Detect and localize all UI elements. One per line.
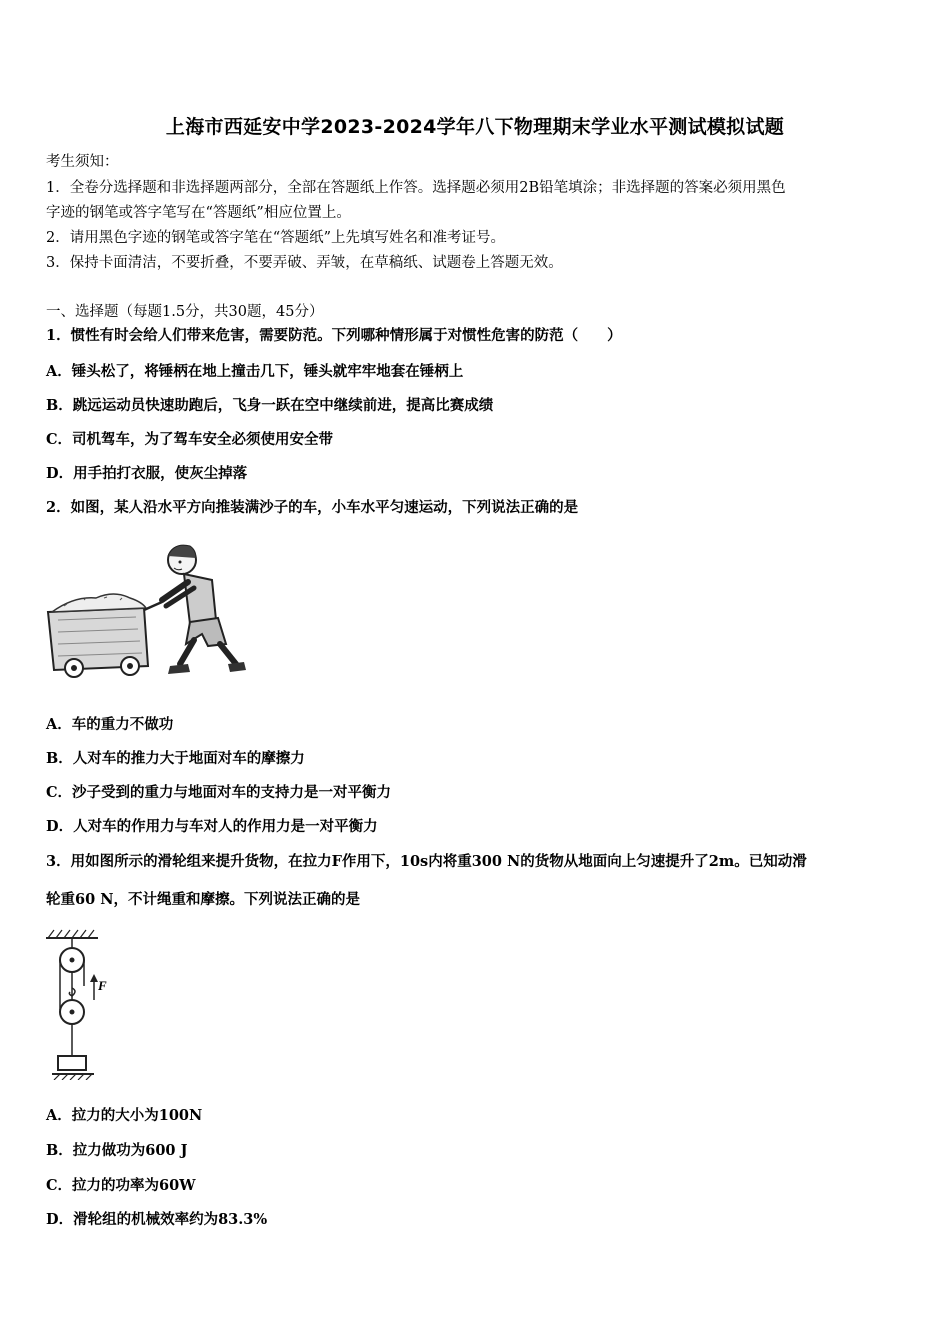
- notice-heading: 考生须知：: [46, 154, 119, 170]
- notice-item: 字迹的钢笔或答字笔写在“答题纸”相应位置上。: [46, 205, 351, 221]
- boy-pushing-cart-figure: [44, 540, 250, 682]
- notice-item: 2．请用黑色字迹的钢笔或答字笔在“答题纸”上先填写姓名和准考证号。: [46, 230, 506, 246]
- question-2-option-d: D．人对车的作用力与车对人的作用力是一对平衡力: [46, 818, 378, 835]
- question-2-option-a: A．车的重力不做功: [46, 716, 174, 733]
- question-1-option-c: C．司机驾车，为了驾车安全必须使用安全带: [46, 431, 334, 448]
- question-1-option-b: B．跳远运动员快速助跑后，飞身一跃在空中继续前进，提高比赛成绩: [46, 397, 494, 414]
- question-1-stem: 1．惯性有时会给人们带来危害，需要防范。下列哪种情形属于对惯性危害的防范（ ）: [46, 327, 622, 344]
- question-3-option-d: D．滑轮组的机械效率约为83.3%: [46, 1211, 268, 1228]
- question-3-option-a: A．拉力的大小为100N: [46, 1107, 203, 1124]
- question-3-option-b: B．拉力做功为600 J: [46, 1142, 188, 1159]
- page-title: 上海市西延安中学2023-2024学年八下物理期末学业水平测试模拟试题: [165, 116, 785, 138]
- question-1-option-a: A．锤头松了，将锤柄在地上撞击几下，锤头就牢牢地套在锤柄上: [46, 363, 464, 380]
- question-3-option-c: C．拉力的功率为60W: [46, 1177, 196, 1194]
- force-label: F: [98, 978, 107, 993]
- notice-item: 1．全卷分选择题和非选择题两部分，全部在答题纸上作答。选择题必须用2B铅笔填涂；非选择题的答案必须用黑色: [46, 180, 786, 196]
- notice-item: 3．保持卡面清洁，不要折叠，不要弄破、弄皱，在草稿纸、试题卷上答题无效。: [46, 255, 563, 271]
- pulley-system-figure: [42, 928, 122, 1080]
- question-2-option-c: C．沙子受到的重力与地面对车的支持力是一对平衡力: [46, 784, 392, 801]
- section-heading: 一、选择题（每题1.5分，共30题，45分）: [46, 304, 324, 320]
- question-3-stem-line-2: 轮重60 N，不计绳重和摩擦。下列说法正确的是: [46, 891, 360, 908]
- question-1-option-d: D．用手拍打衣服，使灰尘掉落: [46, 465, 248, 482]
- question-3-stem-line-1: 3．用如图所示的滑轮组来提升货物，在拉力F作用下，10s内将重300 N的货物从地面向上匀速提升了2m。已知动滑: [46, 853, 807, 870]
- question-2-option-b: B．人对车的推力大于地面对车的摩擦力: [46, 750, 305, 767]
- question-2-stem: 2．如图，某人沿水平方向推装满沙子的车，小车水平匀速运动，下列说法正确的是: [46, 499, 579, 516]
